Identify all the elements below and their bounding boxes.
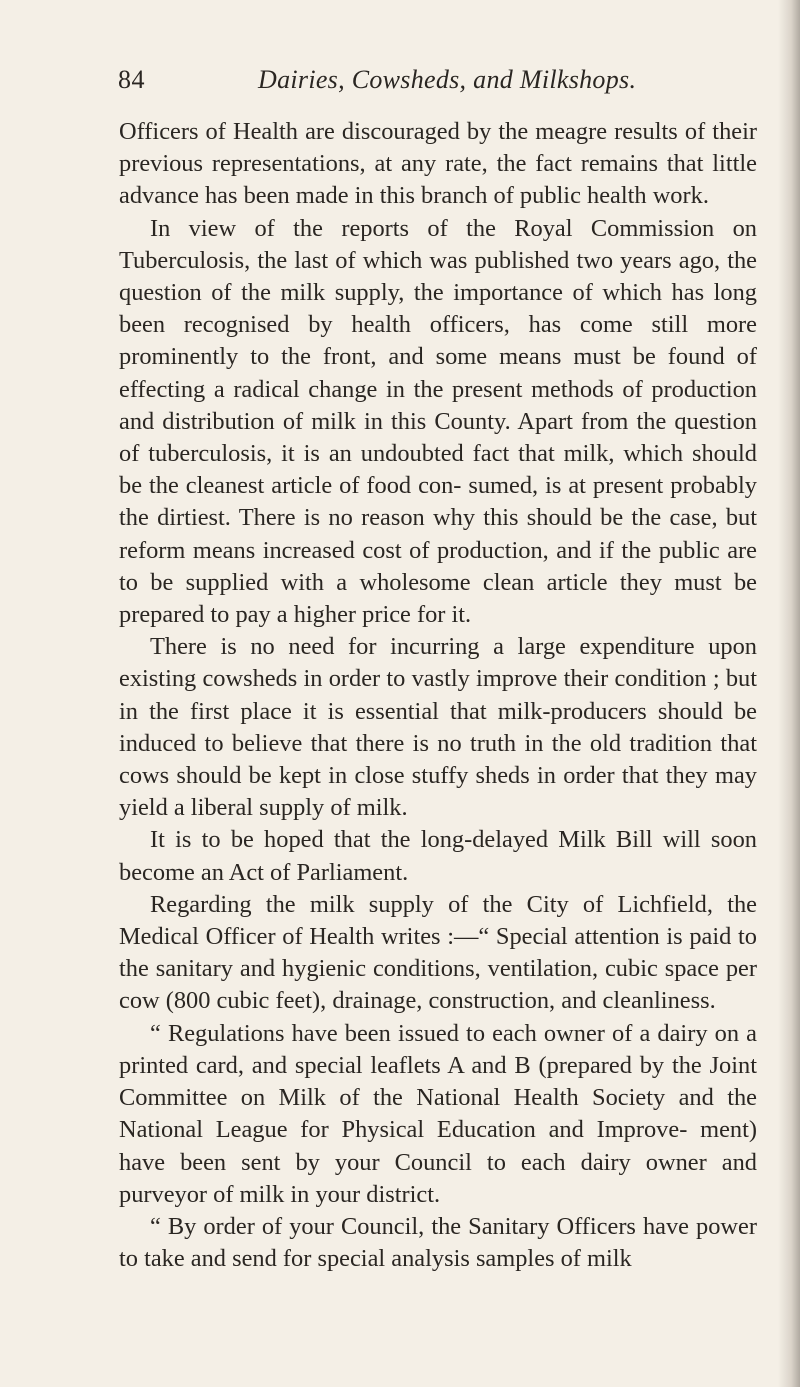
body-text (119, 116, 757, 1275)
running-title: Dairies, Cowsheds, and Milkshops. (258, 65, 637, 94)
paragraph-4: It is to be hoped that the long-delayed Milk Bill will soon become an Act of Parliament. (119, 826, 757, 886)
page-edge-shadow (778, 0, 800, 1387)
page-number: 84 (118, 65, 145, 94)
paragraph-2: In view of the reports of the Royal Commission on Tuberculosis, the last of which was published two years ago, the question of the milk supply, the importance of which has long been recognised by health officers, has come still more prominently to the front, and some means must be found of effecting a radical change in the present methods of production and distribution of milk in this County. Apart from the question of tuberculosis, it is an undoubted fact that milk, which should be the cleanest article of food con- sumed, is at present probably the dirtiest. There is no reason why this should be the case, but reform means increased cost of production, and if the public are to be supplied with a wholesome clean article they must be prepared to pay a higher price for it. (119, 214, 757, 629)
paragraph-1: Officers of Health are discouraged by the meagre results of their previous representations, at any rate, the fact remains that little advance has been made in this branch of public health work. (119, 118, 757, 210)
paragraph-7: “ By order of your Council, the Sanitary Officers have power to take and send for special analysis samples of milk (119, 1212, 757, 1273)
page-header (118, 60, 758, 100)
paragraph-6: “ Regulations have been issued to each owner of a dairy on a printed card, and special leaflets A and B (prepared by the Joint Committee on Milk of the National Health Society and the National League for Physical Education and Improve- ment) have been sent by your Council to each dairy owner and purveyor of milk in your district. (119, 1019, 757, 1208)
paragraph-3: There is no need for incurring a large expenditure upon existing cowsheds in order to vastly improve their condition ; but in the first place it is essential that milk-producers should be induced to believe that there is no truth in the old tradition that cows should be kept in close stuffy sheds in order that they may yield a liberal supply of milk. (119, 633, 757, 822)
paragraph-5: Regarding the milk supply of the City of Lichfield, the Medical Officer of Health writes :—“ Special attention is paid to the sanitary and hygienic conditions, ventilation, cubic space per cow (800 cubic feet), drainage, construction, and cleanliness. (119, 890, 757, 1015)
